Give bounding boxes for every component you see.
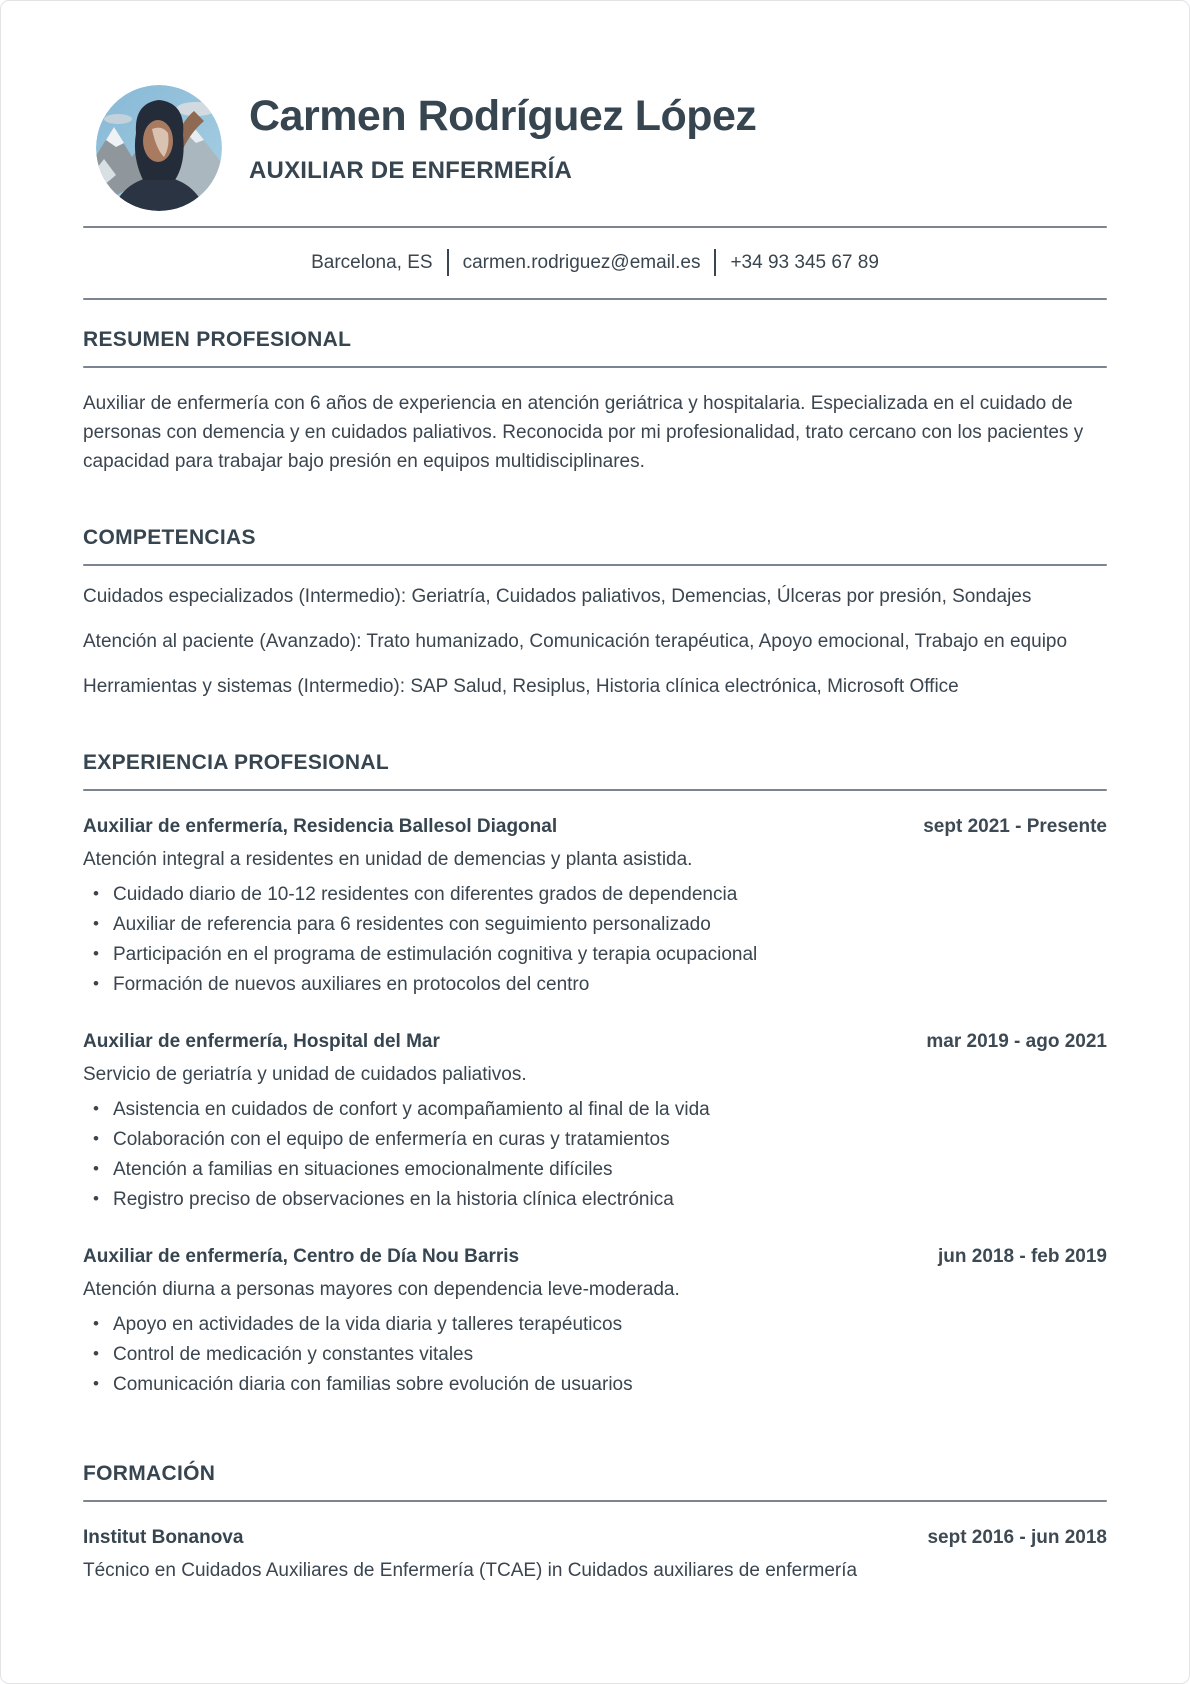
job-bullet: • Atención a familias en situaciones emocionalmente difíciles xyxy=(83,1155,1107,1185)
job-title: Auxiliar de enfermería, Residencia Ballesol Diagonal xyxy=(83,816,558,837)
job-bullet: • Participación en el programa de estimulación cognitiva y terapia ocupacional xyxy=(83,940,1107,970)
job-dates: jun 2018 - feb 2019 xyxy=(938,1246,1107,1267)
contact-email: carmen.rodriguez@email.es xyxy=(462,251,701,273)
job-bullets xyxy=(83,1095,1107,1215)
skills-rule xyxy=(83,564,1107,566)
skills-heading: COMPETENCIAS xyxy=(83,526,256,549)
contact-divider xyxy=(714,249,716,276)
job-bullet: • Registro preciso de observaciones en la historia clínica electrónica xyxy=(83,1185,1107,1215)
job-entry xyxy=(83,1246,1107,1400)
job-header xyxy=(83,1246,1107,1268)
contact-phone: +34 93 345 67 89 xyxy=(730,251,879,273)
contact-divider-rule xyxy=(83,298,1107,300)
job-header xyxy=(83,816,1107,838)
header-text xyxy=(249,85,756,185)
job-description: Servicio de geriatría y unidad de cuidados paliativos. xyxy=(83,1064,527,1085)
skill-item: Atención al paciente (Avanzado): Trato humanizado, Comunicación terapéutica, Apoyo emocional, Trabajo en equipo xyxy=(83,631,1068,652)
education-heading: FORMACIÓN xyxy=(83,1462,216,1485)
skill-item: Herramientas y sistemas (Intermedio): SAP Salud, Resiplus, Historia clínica electrónica, Microsoft Office xyxy=(83,676,959,697)
summary-heading: RESUMEN PROFESIONAL xyxy=(83,328,352,351)
job-title: Auxiliar de enfermería, Hospital del Mar xyxy=(83,1031,440,1052)
job-bullet: • Control de medicación y constantes vitales xyxy=(83,1340,1107,1370)
contact-divider xyxy=(447,249,449,276)
contact-bar xyxy=(83,228,1107,298)
job-bullets xyxy=(83,1310,1107,1400)
job-bullet: • Apoyo en actividades de la vida diaria y talleres terapéuticos xyxy=(83,1310,1107,1340)
job-dates: mar 2019 - ago 2021 xyxy=(926,1031,1107,1052)
experience-rule xyxy=(83,789,1107,791)
summary-rule xyxy=(83,366,1107,368)
section-skills xyxy=(83,526,1107,701)
skills-list xyxy=(83,582,1107,701)
section-education xyxy=(83,1462,1107,1584)
candidate-name: Carmen Rodríguez López xyxy=(249,92,757,140)
skill-item: Cuidados especializados (Intermedio): Geriatría, Cuidados paliativos, Demencias, Úlceras por presión, Sondajes xyxy=(83,586,1032,607)
education-degree: Técnico en Cuidados Auxiliares de Enfermería (TCAE) in Cuidados auxiliares de enfermería xyxy=(83,1560,858,1581)
resume-header xyxy=(83,85,1107,211)
job-title: Auxiliar de enfermería, Centro de Día Nou Barris xyxy=(83,1246,520,1267)
contact-location: Barcelona, ES xyxy=(311,251,433,273)
experience-heading: EXPERIENCIA PROFESIONAL xyxy=(83,751,389,774)
job-bullet: • Asistencia en cuidados de confort y acompañamiento al final de la vida xyxy=(83,1095,1107,1125)
education-header xyxy=(83,1527,1107,1549)
job-bullet: • Formación de nuevos auxiliares en protocolos del centro xyxy=(83,970,1107,1000)
profile-photo-illustration xyxy=(96,85,222,211)
profile-photo xyxy=(96,85,222,211)
job-bullet: • Auxiliar de referencia para 6 residentes con seguimiento personalizado xyxy=(83,910,1107,940)
education-dates: sept 2016 - jun 2018 xyxy=(927,1527,1107,1548)
job-entry xyxy=(83,816,1107,1000)
section-experience xyxy=(83,751,1107,1400)
job-description: Atención integral a residentes en unidad de demencias y planta asistida. xyxy=(83,849,693,870)
section-summary xyxy=(83,328,1107,476)
education-entry xyxy=(83,1527,1107,1584)
job-bullet: • Comunicación diaria con familias sobre evolución de usuarios xyxy=(83,1370,1107,1400)
job-bullet: • Colaboración con el equipo de enfermería en curas y tratamientos xyxy=(83,1125,1107,1155)
job-header xyxy=(83,1031,1107,1053)
job-dates: sept 2021 - Presente xyxy=(923,816,1107,837)
job-bullets xyxy=(83,880,1107,1000)
summary-text: Auxiliar de enfermería con 6 años de experiencia en atención geriátrica y hospitalaria. Especializada en el cuidado de personas con demencia y en cuidados paliativos. Reconocida por mi profesionalidad, trato cercano con los pacientes y capacidad para trabajar bajo presión en equipos multidisciplinares. xyxy=(83,393,1084,472)
education-school: Institut Bonanova xyxy=(83,1527,244,1548)
candidate-title: AUXILIAR DE ENFERMERÍA xyxy=(249,157,573,185)
job-bullet: • Cuidado diario de 10-12 residentes con diferentes grados de dependencia xyxy=(83,880,1107,910)
job-entry xyxy=(83,1031,1107,1215)
education-rule xyxy=(83,1500,1107,1502)
job-description: Atención diurna a personas mayores con dependencia leve-moderada. xyxy=(83,1279,680,1300)
